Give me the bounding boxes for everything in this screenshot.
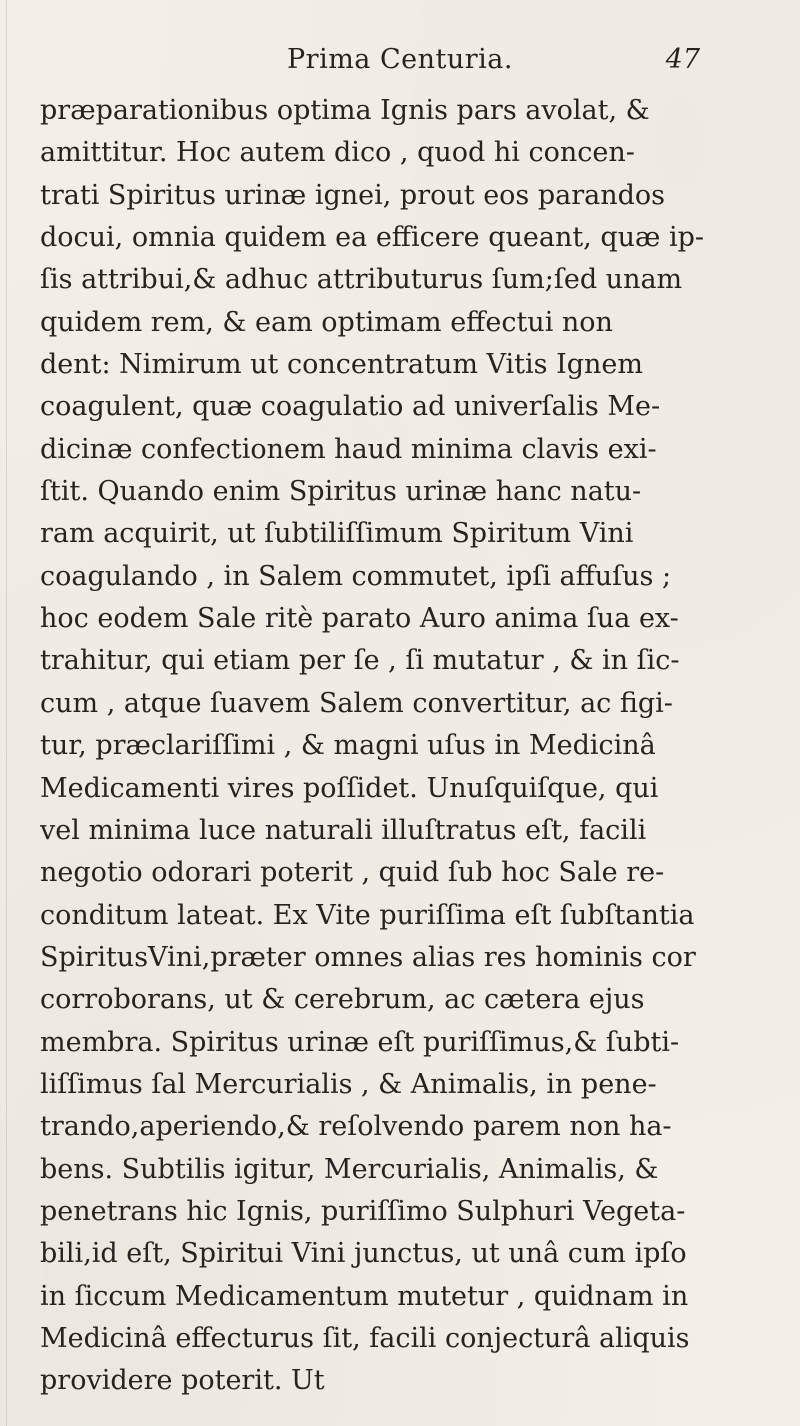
- text-line: conditum lateat. Ex Vite puriſſima eſt ſubſtantia: [40, 899, 695, 931]
- text-line: negotio odorari poterit , quid ſub hoc Sale re-: [40, 857, 665, 889]
- text-line: in ſiccum Medicamentum mutetur , quidnam in: [40, 1280, 689, 1312]
- binding-gutter-shadow: [6, 0, 7, 1426]
- text-line: Medicamenti vires poſſidet. Unuſquiſque, qui: [40, 772, 659, 804]
- text-line: cum , atque ſuavem Salem convertitur, ac figi-: [40, 687, 673, 719]
- text-line: coagulent, quæ coagulatio ad univerſalis Me-: [40, 391, 661, 423]
- text-line: tur, præclariſſimi , & magni uſus in Medicinâ: [40, 730, 656, 762]
- text-line: ram acquirit, ut ſubtiliſſimum Spiritum Vini: [40, 518, 634, 550]
- page-header: [0, 40, 800, 80]
- text-line: amittitur. Hoc autem dico , quod hi concen-: [40, 137, 635, 169]
- text-line: ſtit. Quando enim Spiritus urinæ hanc natu-: [40, 476, 642, 508]
- text-line: bens. Subtilis igitur, Mercurialis, Animalis, &: [40, 1153, 659, 1185]
- text-line: dicinæ confectionem haud minima clavis exi-: [40, 433, 657, 465]
- running-title: Prima Centuria.: [287, 44, 513, 75]
- text-line: liſſimus ſal Mercurialis , & Animalis, in pene-: [40, 1068, 657, 1100]
- text-line: quidem rem, & eam optimam effectui non: [40, 306, 613, 338]
- text-line: dent: Nimirum ut concentratum Vitis Ignem: [40, 349, 644, 381]
- text-line: SpiritusVini,præter omnes alias res hominis cor: [40, 941, 696, 973]
- body-text: [40, 90, 788, 1403]
- text-line: bili,id eſt, Spiritui Vini junctus, ut unâ cum ipſo: [40, 1238, 687, 1270]
- text-line: hoc eodem Sale ritè parato Auro anima ſua ex-: [40, 603, 679, 635]
- text-line: corroborans, ut & cerebrum, ac cætera ejus: [40, 984, 645, 1016]
- text-line: docui, omnia quidem ea efficere queant, quæ ip-: [40, 222, 705, 254]
- text-line: ſis attribui,& adhuc attributurus ſum;ſed unam: [40, 264, 683, 296]
- text-line: providere poterit. Ut: [40, 1365, 325, 1397]
- text-line: vel minima luce naturali illuſtratus eſt, facili: [40, 814, 647, 846]
- page-number: 47: [665, 44, 700, 75]
- text-line: penetrans hic Ignis, puriſſimo Sulphuri Vegeta-: [40, 1195, 686, 1227]
- text-line: coagulando , in Salem commutet, ipſi affuſus ;: [40, 560, 672, 592]
- text-line: trando,aperiendo,& reſolvendo parem non ha-: [40, 1111, 672, 1143]
- text-line: membra. Spiritus urinæ eſt puriſſimus,& ſubti-: [40, 1026, 680, 1058]
- text-line: trahitur, qui etiam per ſe , ſi mutatur , & in ſic-: [40, 645, 680, 677]
- text-line: Medicinâ effecturus ſit, facili conjecturâ aliquis: [40, 1322, 690, 1354]
- text-line: trati Spiritus urinæ ignei, prout eos parandos: [40, 179, 666, 211]
- text-line: præparationibus optima Ignis pars avolat, &: [40, 95, 650, 126]
